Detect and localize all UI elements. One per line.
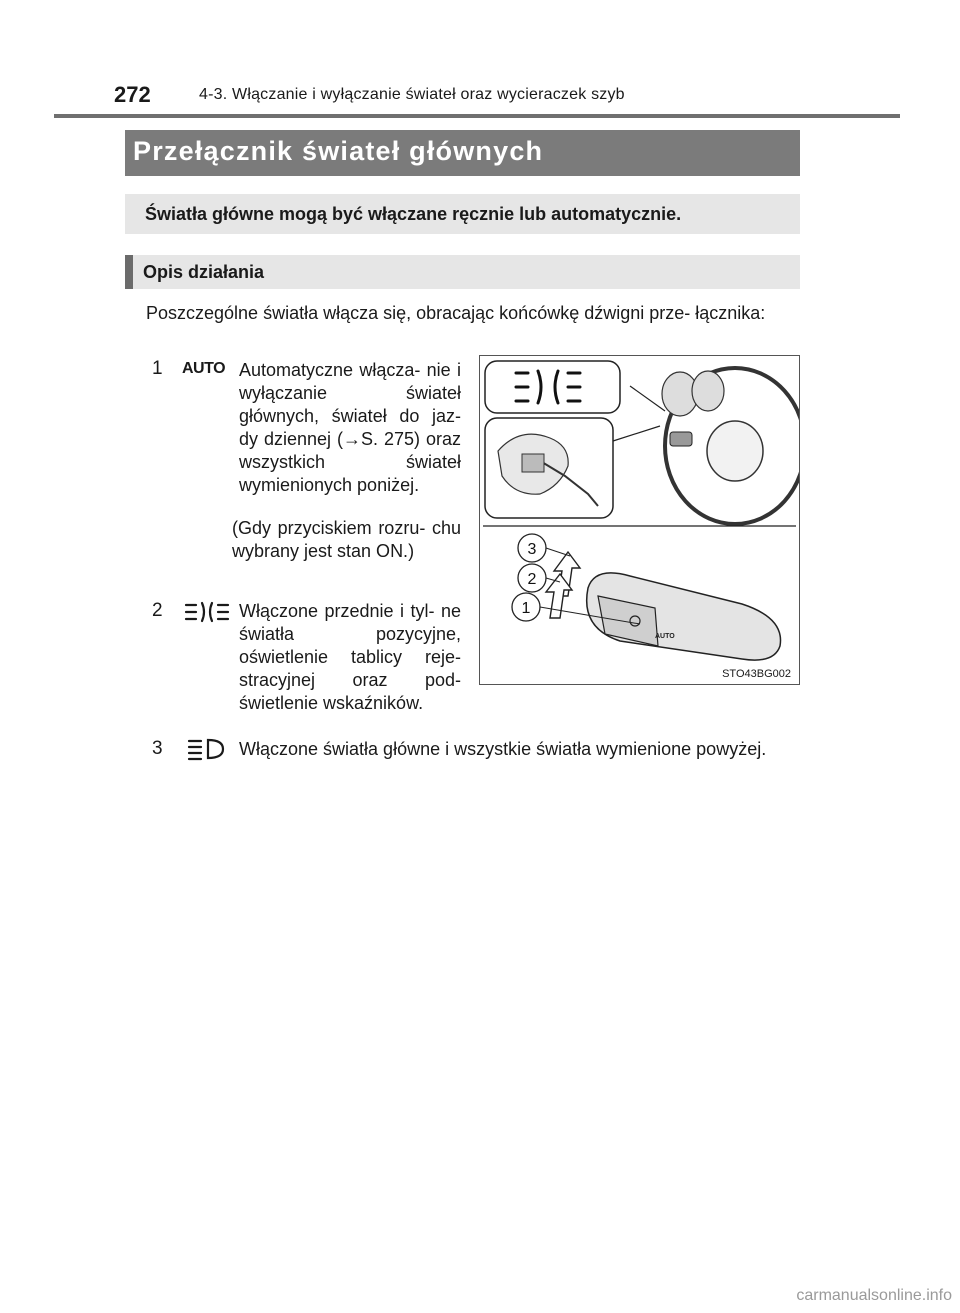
headlight-icon — [186, 737, 226, 761]
item-note-1: (Gdy przyciskiem rozru- chu wybrany jest stan ON.) — [232, 518, 461, 561]
intro-paragraph: Poszczególne światła włącza się, obracając końcówkę dźwigni prze- łącznika: — [146, 303, 766, 323]
subsection-title: Opis działania — [143, 262, 265, 282]
auto-icon: AUTO — [182, 360, 226, 377]
subsection-bar — [125, 255, 800, 289]
intro-text: Światła główne mogą być włączane ręcznie lub automatycznie. — [145, 204, 682, 224]
intro-box — [125, 194, 800, 234]
page-number: 272 — [114, 82, 151, 107]
section-title: Przełącznik świateł głównych — [133, 136, 544, 166]
callout-1: 1 — [521, 600, 531, 617]
section-title-bar — [125, 130, 800, 176]
figure-code: STO43BG002 — [722, 668, 791, 680]
watermark: carmanualsonline.info — [796, 1287, 952, 1304]
running-header: 4-3. Włączanie i wyłączanie świateł oraz wycieraczek szyb — [199, 86, 625, 103]
item-text-2: Włączone przednie i tyl- ne światła pozycyjne, oświetlenie tablicy reje- stracyjnej oraz pod- świetlenie wskaźników. — [239, 601, 461, 713]
header-rule — [54, 114, 900, 118]
figure — [479, 355, 800, 685]
item-number-2: 2 — [152, 600, 163, 621]
item-text-1: Automatyczne włącza- nie i wyłączanie świateł głównych, świateł do jaz- dy dziennej (→S. 275) oraz wszystkich świateł wymienionych poniżej. — [239, 360, 461, 495]
callout-3: 3 — [527, 541, 537, 558]
subsection-marker — [125, 255, 133, 289]
switch-auto-label: AUTO — [655, 633, 675, 640]
item-number-1: 1 — [152, 358, 163, 379]
item-number-3: 3 — [152, 738, 163, 759]
light-switch-illustration — [480, 356, 799, 684]
parking-lights-icon — [184, 601, 230, 623]
item-text-3: Włączone światła główne i wszystkie światła wymienione powyżej. — [239, 739, 767, 759]
callout-2: 2 — [527, 571, 537, 588]
